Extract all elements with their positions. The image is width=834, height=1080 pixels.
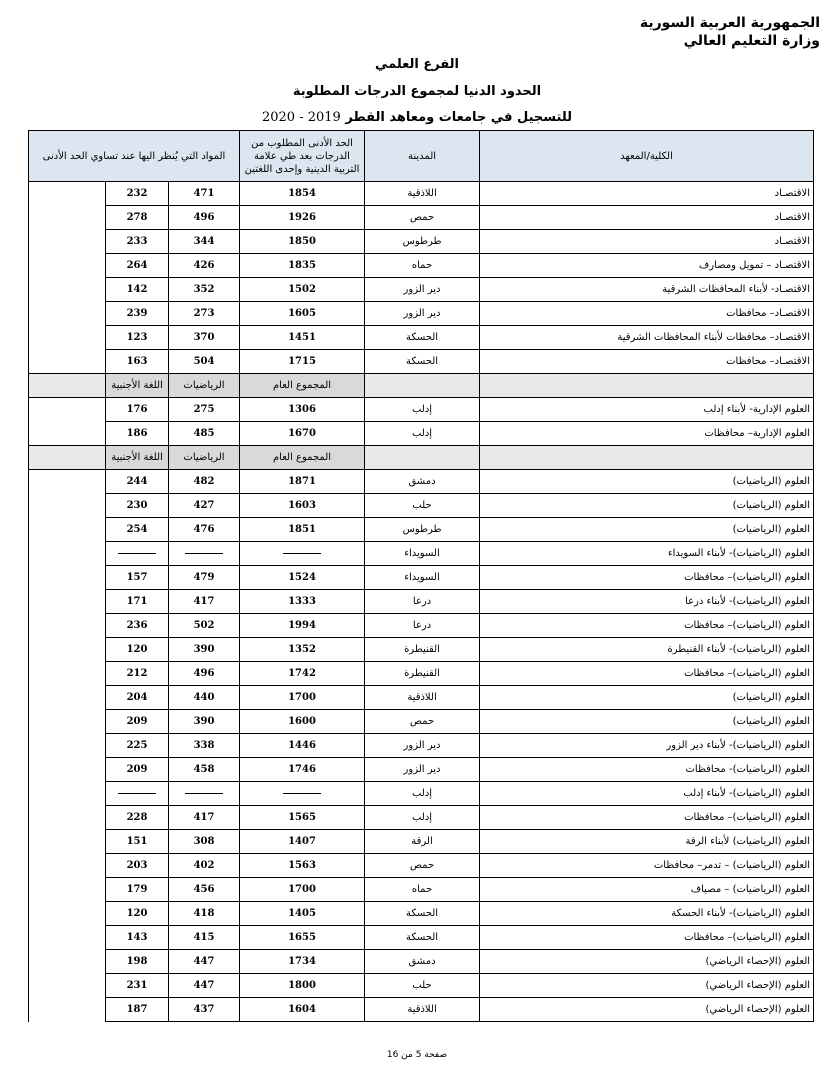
math-cell: 458 (169, 758, 240, 782)
subheader-general-total: المجموع العام (240, 446, 365, 470)
spacer-cell (29, 782, 106, 806)
lang-cell: 123 (106, 326, 169, 350)
table-row (29, 950, 814, 974)
faculty-cell: الاقتصـاد (480, 206, 814, 230)
city-cell: درعا (365, 590, 480, 614)
math-cell: 447 (169, 974, 240, 998)
spacer-cell (29, 206, 106, 230)
math-cell: 415 (169, 926, 240, 950)
city-cell: اللاذقية (365, 686, 480, 710)
math-cell: 426 (169, 254, 240, 278)
city-cell: الحسكة (365, 926, 480, 950)
faculty-cell: العلوم (الرياضيات)- محافظات (480, 758, 814, 782)
table-row (29, 422, 814, 446)
lang-cell: 236 (106, 614, 169, 638)
city-cell: حمص (365, 206, 480, 230)
city-cell: إدلب (365, 422, 480, 446)
lang-cell: 239 (106, 302, 169, 326)
faculty-cell: العلوم (الإحصاء الرياضي) (480, 974, 814, 998)
spacer-cell (29, 518, 106, 542)
total-cell: 1603 (240, 494, 365, 518)
city-cell: درعا (365, 614, 480, 638)
total-cell: 1407 (240, 830, 365, 854)
faculty-cell: العلوم (الرياضيات)– محافظات (480, 566, 814, 590)
faculty-cell: العلوم (الرياضيات) (480, 686, 814, 710)
spacer-cell (29, 542, 106, 566)
table-row (29, 614, 814, 638)
dash-line (118, 793, 156, 794)
faculty-header: الكلية/المعهد (480, 131, 814, 182)
table-row (29, 782, 814, 806)
faculty-cell: العلوم (الرياضيات)- لأبناء إدلب (480, 782, 814, 806)
table-row (29, 830, 814, 854)
dash-line (185, 553, 223, 554)
faculty-cell: الاقتصـاد (480, 182, 814, 206)
table-row (29, 686, 814, 710)
table-row (29, 470, 814, 494)
faculty-cell: العلوم الإدارية- لأبناء إدلب (480, 398, 814, 422)
spacer-cell (29, 326, 106, 350)
table-row (29, 254, 814, 278)
math-cell: 417 (169, 806, 240, 830)
table-row (29, 398, 814, 422)
faculty-cell: الاقتصـاد– محافظات لأبناء المحافظات الشرقية (480, 326, 814, 350)
lang-cell: 120 (106, 902, 169, 926)
math-cell (169, 542, 240, 566)
lang-cell: 209 (106, 758, 169, 782)
city-cell: طرطوس (365, 518, 480, 542)
lang-cell: 163 (106, 350, 169, 374)
lang-cell: 244 (106, 470, 169, 494)
spacer-cell (29, 830, 106, 854)
subheader-math: الرياضيات (169, 446, 240, 470)
city-cell: القنيطرة (365, 662, 480, 686)
city-cell: حلب (365, 974, 480, 998)
faculty-cell: العلوم (الإحصاء الرياضي) (480, 998, 814, 1022)
table-row (29, 710, 814, 734)
spacer-cell (29, 854, 106, 878)
city-cell: الحسكة (365, 326, 480, 350)
math-cell: 496 (169, 662, 240, 686)
dash-line (185, 793, 223, 794)
page-number: صفحة 5 من 16 (386, 1050, 448, 1060)
math-cell: 417 (169, 590, 240, 614)
city-cell: دير الزور (365, 734, 480, 758)
math-cell: 502 (169, 614, 240, 638)
faculty-cell: العلوم (الرياضيات)- لأبناء القنيطرة (480, 638, 814, 662)
main-title: الحدود الدنيا لمجموع الدرجات المطلوبة (292, 84, 542, 99)
math-cell: 427 (169, 494, 240, 518)
city-cell: الحسكة (365, 902, 480, 926)
city-cell: الحسكة (365, 350, 480, 374)
spacer-cell (29, 998, 106, 1022)
lang-cell: 228 (106, 806, 169, 830)
math-cell: 485 (169, 422, 240, 446)
city-cell: حلب (365, 494, 480, 518)
total-cell: 1850 (240, 230, 365, 254)
total-cell: 1670 (240, 422, 365, 446)
spacer-cell (29, 806, 106, 830)
subheader-general-total: المجموع العام (240, 374, 365, 398)
total-cell: 1835 (240, 254, 365, 278)
total-cell: 1715 (240, 350, 365, 374)
lang-cell: 151 (106, 830, 169, 854)
spacer-cell (29, 878, 106, 902)
table-row (29, 350, 814, 374)
math-cell: 273 (169, 302, 240, 326)
city-cell: دمشق (365, 470, 480, 494)
math-cell: 471 (169, 182, 240, 206)
subheader-spacer (29, 446, 106, 470)
ministry-header (640, 14, 820, 50)
math-cell: 390 (169, 638, 240, 662)
spacer-cell (29, 470, 106, 494)
lang-cell (106, 782, 169, 806)
city-cell: اللاذقية (365, 182, 480, 206)
city-cell: حماه (365, 878, 480, 902)
total-cell: 1563 (240, 854, 365, 878)
faculty-cell: العلوم (الرياضيات) (480, 494, 814, 518)
math-cell: 504 (169, 350, 240, 374)
table-row (29, 566, 814, 590)
lang-cell: 209 (106, 710, 169, 734)
subheader-spacer (480, 446, 814, 470)
subheader-spacer (365, 446, 480, 470)
spacer-cell (29, 758, 106, 782)
faculty-cell: العلوم الإدارية– محافظات (480, 422, 814, 446)
total-cell: 1352 (240, 638, 365, 662)
subheader-spacer (29, 374, 106, 398)
faculty-cell: العلوم (الرياضيات) (480, 518, 814, 542)
lang-cell: 233 (106, 230, 169, 254)
city-cell: دير الزور (365, 278, 480, 302)
spacer-cell (29, 422, 106, 446)
spacer-cell (29, 902, 106, 926)
city-cell: إدلب (365, 398, 480, 422)
total-cell: 1655 (240, 926, 365, 950)
total-cell (240, 542, 365, 566)
math-cell: 352 (169, 278, 240, 302)
table-row (29, 878, 814, 902)
spacer-cell (29, 278, 106, 302)
faculty-cell: العلوم (الإحصاء الرياضي) (480, 950, 814, 974)
math-cell: 418 (169, 902, 240, 926)
academic-year: 2019 - 2020 (261, 110, 341, 125)
math-cell: 402 (169, 854, 240, 878)
lang-cell: 264 (106, 254, 169, 278)
table-row (29, 230, 814, 254)
total-cell: 1854 (240, 182, 365, 206)
faculty-cell: العلوم (الرياضيات)- لأبناء السويداء (480, 542, 814, 566)
total-cell: 1851 (240, 518, 365, 542)
city-cell: إدلب (365, 806, 480, 830)
math-cell: 390 (169, 710, 240, 734)
faculty-cell: العلوم (الرياضيات) (480, 710, 814, 734)
total-cell: 1502 (240, 278, 365, 302)
spacer-cell (29, 926, 106, 950)
table-row (29, 494, 814, 518)
total-cell: 1994 (240, 614, 365, 638)
table-row (29, 206, 814, 230)
total-cell: 1871 (240, 470, 365, 494)
math-cell: 456 (169, 878, 240, 902)
subtitle-text: للتسجيل في جامعات ومعاهد القطر (345, 110, 573, 125)
total-cell: 1524 (240, 566, 365, 590)
faculty-cell: الاقتصـاد – تمويل ومصارف (480, 254, 814, 278)
spacer-cell (29, 398, 106, 422)
total-cell: 1746 (240, 758, 365, 782)
total-cell: 1600 (240, 710, 365, 734)
lang-cell: 212 (106, 662, 169, 686)
subheader-spacer (480, 374, 814, 398)
admission-table (28, 130, 814, 1022)
math-cell (169, 782, 240, 806)
country-name: الجمهورية العربية السورية (639, 15, 820, 31)
spacer-cell (29, 182, 106, 206)
lang-cell: 171 (106, 590, 169, 614)
dash-line (283, 793, 321, 794)
spacer-cell (29, 254, 106, 278)
dash-line (283, 553, 321, 554)
ministry-name: وزارة التعليم العالي (683, 33, 820, 49)
total-cell: 1565 (240, 806, 365, 830)
math-cell: 308 (169, 830, 240, 854)
total-cell: 1742 (240, 662, 365, 686)
lang-cell: 142 (106, 278, 169, 302)
math-cell: 482 (169, 470, 240, 494)
lang-cell: 187 (106, 998, 169, 1022)
math-cell: 344 (169, 230, 240, 254)
table-row (29, 326, 814, 350)
city-cell: السويداء (365, 566, 480, 590)
total-cell: 1306 (240, 398, 365, 422)
spacer-cell (29, 974, 106, 998)
faculty-cell: الاقتصـاد– محافظات (480, 302, 814, 326)
total-cell: 1700 (240, 686, 365, 710)
subheader-spacer (365, 374, 480, 398)
faculty-cell: العلوم (الرياضيات)– محافظات (480, 806, 814, 830)
faculty-cell: العلوم (الرياضيات) – مصياف (480, 878, 814, 902)
lang-cell: 179 (106, 878, 169, 902)
spacer-cell (29, 566, 106, 590)
table-row (29, 590, 814, 614)
lang-cell: 231 (106, 974, 169, 998)
subheader-math: الرياضيات (169, 374, 240, 398)
math-cell: 496 (169, 206, 240, 230)
total-cell: 1604 (240, 998, 365, 1022)
table-row (29, 662, 814, 686)
table-row (29, 734, 814, 758)
lang-cell: 225 (106, 734, 169, 758)
dash-line (118, 553, 156, 554)
table-row (29, 902, 814, 926)
table-row (29, 278, 814, 302)
lang-cell: 204 (106, 686, 169, 710)
spacer-cell (29, 350, 106, 374)
city-cell: القنيطرة (365, 638, 480, 662)
city-cell: اللاذقية (365, 998, 480, 1022)
table-row (29, 998, 814, 1022)
total-cell (240, 782, 365, 806)
min-total-header: الحد الأدنى المطلوب من الدرجات بعد طي علامة التربية الدينية وإحدى اللغتين (240, 131, 365, 182)
math-cell: 479 (169, 566, 240, 590)
table-header-row (29, 131, 814, 182)
lang-cell: 230 (106, 494, 169, 518)
math-cell: 338 (169, 734, 240, 758)
spacer-cell (29, 734, 106, 758)
city-cell: إدلب (365, 782, 480, 806)
subtitle (0, 110, 834, 125)
lang-cell: 176 (106, 398, 169, 422)
city-cell: طرطوس (365, 230, 480, 254)
faculty-cell: العلوم (الرياضيات)– محافظات (480, 926, 814, 950)
math-cell: 370 (169, 326, 240, 350)
city-cell: السويداء (365, 542, 480, 566)
table-row (29, 302, 814, 326)
faculty-cell: الاقتصـاد- لأبناء المحافظات الشرقية (480, 278, 814, 302)
table-row (29, 806, 814, 830)
faculty-cell: العلوم (الرياضيات) لأبناء الرقة (480, 830, 814, 854)
subheader-foreign-lang: اللغة الأجنبية (106, 446, 169, 470)
lang-cell: 198 (106, 950, 169, 974)
total-cell: 1405 (240, 902, 365, 926)
table-row (29, 518, 814, 542)
math-cell: 447 (169, 950, 240, 974)
city-cell: دمشق (365, 950, 480, 974)
table-row (29, 638, 814, 662)
lang-cell: 157 (106, 566, 169, 590)
total-cell: 1446 (240, 734, 365, 758)
math-cell: 476 (169, 518, 240, 542)
subheader-row (29, 446, 814, 470)
total-cell: 1333 (240, 590, 365, 614)
table-row (29, 542, 814, 566)
subheader-row (29, 374, 814, 398)
lang-cell: 120 (106, 638, 169, 662)
total-cell: 1926 (240, 206, 365, 230)
table-row (29, 758, 814, 782)
spacer-cell (29, 638, 106, 662)
faculty-cell: العلوم (الرياضيات) (480, 470, 814, 494)
spacer-cell (29, 710, 106, 734)
total-cell: 1734 (240, 950, 365, 974)
faculty-cell: العلوم (الرياضيات) – تدمر– محافظات (480, 854, 814, 878)
faculty-cell: الاقتصـاد– محافظات (480, 350, 814, 374)
faculty-cell: الاقتصـاد (480, 230, 814, 254)
total-cell: 1605 (240, 302, 365, 326)
lang-cell (106, 542, 169, 566)
table-row (29, 926, 814, 950)
subjects-header: المواد التي يُنظر اليها عند تساوي الحد الأدنى (29, 131, 240, 182)
spacer-cell (29, 590, 106, 614)
lang-cell: 143 (106, 926, 169, 950)
lang-cell: 254 (106, 518, 169, 542)
spacer-cell (29, 302, 106, 326)
subheader-foreign-lang: اللغة الأجنبية (106, 374, 169, 398)
table-row (29, 182, 814, 206)
lang-cell: 186 (106, 422, 169, 446)
faculty-cell: العلوم (الرياضيات)– محافظات (480, 614, 814, 638)
math-cell: 275 (169, 398, 240, 422)
faculty-cell: العلوم (الرياضيات)- لأبناء الحسكة (480, 902, 814, 926)
city-cell: دير الزور (365, 302, 480, 326)
spacer-cell (29, 662, 106, 686)
city-cell: الرقة (365, 830, 480, 854)
spacer-cell (29, 686, 106, 710)
math-cell: 437 (169, 998, 240, 1022)
city-cell: دير الزور (365, 758, 480, 782)
faculty-cell: العلوم (الرياضيات)- لأبناء دير الزور (480, 734, 814, 758)
spacer-cell (29, 950, 106, 974)
city-cell: حماه (365, 254, 480, 278)
total-cell: 1451 (240, 326, 365, 350)
lang-cell: 232 (106, 182, 169, 206)
table-body (29, 182, 814, 1022)
lang-cell: 278 (106, 206, 169, 230)
lang-cell: 203 (106, 854, 169, 878)
faculty-cell: العلوم (الرياضيات)– محافظات (480, 662, 814, 686)
table-row (29, 974, 814, 998)
city-cell: حمص (365, 710, 480, 734)
city-header: المدينة (365, 131, 480, 182)
city-cell: حمص (365, 854, 480, 878)
total-cell: 1800 (240, 974, 365, 998)
table-row (29, 854, 814, 878)
spacer-cell (29, 494, 106, 518)
branch-title: الفرع العلمي (374, 57, 460, 72)
spacer-cell (29, 614, 106, 638)
spacer-cell (29, 230, 106, 254)
total-cell: 1700 (240, 878, 365, 902)
math-cell: 440 (169, 686, 240, 710)
faculty-cell: العلوم (الرياضيات)- لأبناء درعا (480, 590, 814, 614)
